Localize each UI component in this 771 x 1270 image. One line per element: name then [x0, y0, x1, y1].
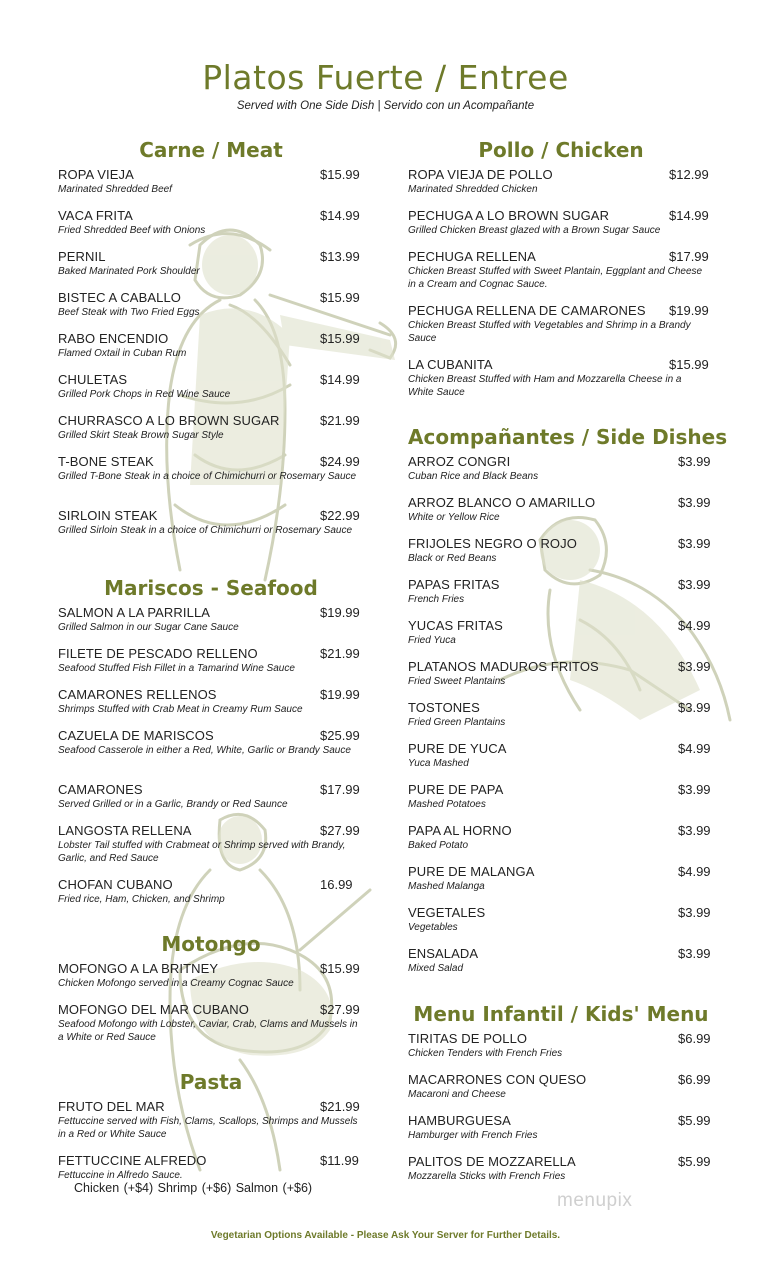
- section-kids: [408, 1002, 714, 1026]
- item-description: Mixed Salad: [408, 963, 464, 974]
- item-description: Fettuccine in Alfredo Sauce.: [58, 1170, 183, 1181]
- menu-item: [58, 646, 368, 675]
- item-name: SALMON A LA PARRILLA: [58, 605, 211, 620]
- item-description: Fried rice, Ham, Chicken, and Shrimp: [58, 894, 225, 905]
- item-description: Seafood Casserole in either a Red, White, Garlic or Brandy Sauce: [58, 745, 351, 756]
- menu-item: [58, 249, 368, 278]
- section-sides: [408, 425, 728, 449]
- menu-item: [408, 823, 726, 852]
- item-name: PAPAS FRITAS: [408, 577, 500, 592]
- menu-item: [58, 454, 368, 483]
- item-description: Grilled T-Bone Steak in a choice of Chimichurri or Rosemary Sauce: [58, 471, 357, 482]
- item-name: YUCAS FRITAS: [408, 618, 503, 633]
- item-price: $19.99: [320, 687, 360, 702]
- item-description: Yuca Mashed: [408, 758, 469, 769]
- item-description: Marinated Shredded Chicken: [408, 184, 538, 195]
- item-price: $3.99: [678, 659, 711, 674]
- section-mariscos: [58, 576, 364, 600]
- item-description: Beef Steak with Two Fried Eggs: [58, 307, 200, 318]
- item-description: Chicken Breast Stuffed with Vegetables and Shrimp in a Brandy Sauce: [408, 320, 691, 344]
- item-description: Baked Potato: [408, 840, 469, 851]
- menu-item: [408, 495, 726, 524]
- item-description: Chicken Breast Stuffed with Ham and Mozzarella Cheese in a White Sauce: [408, 374, 682, 398]
- page-title: Platos Fuerte / Entree: [202, 58, 569, 97]
- menu-item: [408, 536, 726, 565]
- item-description: Grilled Skirt Steak Brown Sugar Style: [58, 430, 224, 441]
- menu-item: [408, 782, 726, 811]
- item-name: PLATANOS MADUROS FRITOS: [408, 659, 599, 674]
- item-price: $25.99: [320, 728, 360, 743]
- item-description: Marinated Shredded Beef: [58, 184, 172, 195]
- item-name: CHULETAS: [58, 372, 128, 387]
- item-description: Macaroni and Cheese: [408, 1089, 506, 1100]
- section-heading: Motongo: [161, 932, 261, 956]
- item-name: MOFONGO A LA BRITNEY: [58, 961, 219, 976]
- menu-item: [408, 864, 726, 893]
- item-name: ARROZ BLANCO O AMARILLO: [408, 495, 596, 510]
- item-name: CAMARONES RELLENOS: [58, 687, 217, 702]
- item-price: $4.99: [678, 618, 711, 633]
- item-description: Served Grilled or in a Garlic, Brandy or Red Saunce: [58, 799, 288, 810]
- item-price: $21.99: [320, 1099, 360, 1114]
- menu-item: [408, 357, 717, 399]
- item-description: Hamburger with French Fries: [408, 1130, 538, 1141]
- item-name: PERNIL: [58, 249, 106, 264]
- menu-item: [58, 508, 368, 537]
- section-heading: Menu Infantil / Kids' Menu: [413, 1002, 709, 1026]
- item-price: $13.99: [320, 249, 360, 264]
- item-name: PECHUGA A LO BROWN SUGAR: [408, 208, 610, 223]
- menu-item: [408, 741, 726, 770]
- menu-item: [58, 290, 368, 319]
- item-price: $15.99: [320, 961, 360, 976]
- section-mofongo: [58, 932, 364, 956]
- item-name: LANGOSTA RELLENA: [58, 823, 192, 838]
- item-name: PECHUGA RELLENA DE CAMARONES: [408, 303, 646, 318]
- item-name: LA CUBANITA: [408, 357, 493, 372]
- menu-item: [408, 454, 726, 483]
- item-description: Grilled Pork Chops in Red Wine Sauce: [58, 389, 231, 400]
- item-price: $11.99: [320, 1153, 359, 1168]
- item-description: French Fries: [408, 594, 465, 605]
- item-price: $12.99: [669, 167, 709, 182]
- item-name: TIRITAS DE POLLO: [408, 1031, 528, 1046]
- pasta-addons: Chicken (+$4) Shrimp (+$6) Salmon (+$6): [74, 1181, 313, 1195]
- item-name: SIRLOIN STEAK: [58, 508, 158, 523]
- item-price: $4.99: [678, 741, 711, 756]
- menu-item: [58, 728, 368, 757]
- menu-item: [408, 659, 726, 688]
- item-price: $5.99: [678, 1154, 711, 1169]
- menu-item: [408, 1154, 726, 1183]
- item-description: Grilled Sirloin Steak in a choice of Chimichurri or Rosemary Sauce: [58, 525, 353, 536]
- item-price: $3.99: [678, 700, 711, 715]
- item-description: Mozzarella Sticks with French Fries: [408, 1171, 566, 1182]
- menu-item: [58, 413, 368, 442]
- menu-item: [408, 905, 726, 934]
- menu-item: [58, 208, 368, 237]
- item-name: FRIJOLES NEGRO O ROJO: [408, 536, 577, 551]
- item-price: $27.99: [320, 1002, 360, 1017]
- menu-item: [408, 1113, 726, 1142]
- item-name: PURE DE YUCA: [408, 741, 507, 756]
- menu-item: [408, 1072, 726, 1101]
- item-name: PURE DE MALANGA: [408, 864, 535, 879]
- item-name: VACA FRITA: [58, 208, 133, 223]
- item-price: $15.99: [320, 290, 360, 305]
- menu-item: [58, 605, 368, 634]
- item-name: RABO ENCENDIO: [58, 331, 169, 346]
- item-price: $15.99: [669, 357, 709, 372]
- menu-item: [58, 167, 368, 196]
- section-carne: [58, 138, 364, 162]
- item-price: $17.99: [669, 249, 709, 264]
- item-price: $3.99: [678, 823, 711, 838]
- item-description: Chicken Mofongo served in a Creamy Cognac Sauce: [58, 978, 294, 989]
- section-heading: Pasta: [179, 1070, 243, 1094]
- item-price: $22.99: [320, 508, 360, 523]
- item-price: $3.99: [678, 536, 711, 551]
- menu-item: [408, 1031, 726, 1060]
- menu-item: [408, 577, 726, 606]
- item-price: $3.99: [678, 454, 711, 469]
- item-price: $3.99: [678, 577, 711, 592]
- item-name: FETTUCCINE ALFREDO: [58, 1153, 207, 1168]
- item-name: CHOFAN CUBANO: [58, 877, 173, 892]
- item-description: Fried Green Plantains: [408, 717, 506, 728]
- item-price: $27.99: [320, 823, 360, 838]
- menu-item: [58, 1002, 368, 1044]
- item-name: HAMBURGUESA: [408, 1113, 511, 1128]
- watermark: menupix: [557, 1190, 633, 1211]
- item-description: Grilled Chicken Breast glazed with a Brown Sugar Sauce: [408, 225, 661, 236]
- item-description: Seafood Mofongo with Lobster, Caviar, Crab, Clams and Mussels in a White or Red Sauce: [58, 1019, 358, 1043]
- item-name: BISTEC A CABALLO: [58, 290, 181, 305]
- item-name: T-BONE STEAK: [58, 454, 154, 469]
- item-description: Seafood Stuffed Fish Fillet in a Tamarind Wine Sauce: [58, 663, 295, 674]
- item-price: $15.99: [320, 167, 360, 182]
- menu-item: [58, 331, 368, 360]
- item-description: Fettuccine served with Fish, Clams, Scallops, Shrimps and Mussels in a Red or White Sauce: [58, 1116, 358, 1140]
- item-price: $3.99: [678, 946, 711, 961]
- item-price: $15.99: [320, 331, 360, 346]
- item-price: $24.99: [320, 454, 360, 469]
- menu-item: [408, 208, 717, 237]
- menu-item: [58, 1153, 368, 1182]
- menu-item: [408, 303, 717, 345]
- item-name: VEGETALES: [408, 905, 486, 920]
- item-name: ROPA VIEJA: [58, 167, 134, 182]
- item-price: $14.99: [320, 372, 360, 387]
- item-name: CAMARONES: [58, 782, 143, 797]
- item-description: Grilled Salmon in our Sugar Cane Sauce: [58, 622, 239, 633]
- section-heading: Acompañantes / Side Dishes: [408, 425, 728, 449]
- item-description: Mashed Malanga: [408, 881, 485, 892]
- section-heading: Carne / Meat: [139, 138, 283, 162]
- item-price: $21.99: [320, 413, 360, 428]
- item-price: 16.99: [320, 877, 353, 892]
- item-name: MOFONGO DEL MAR CUBANO: [58, 1002, 249, 1017]
- item-description: Mashed Potatoes: [408, 799, 486, 810]
- item-description: Baked Marinated Pork Shoulder: [58, 266, 200, 277]
- menu-item: [408, 618, 726, 647]
- item-price: $6.99: [678, 1031, 711, 1046]
- item-price: $3.99: [678, 495, 711, 510]
- section-heading: Pollo / Chicken: [478, 138, 644, 162]
- item-description: Chicken Tenders with French Fries: [408, 1048, 563, 1059]
- footer-note: Vegetarian Options Available - Please Ask Your Server for Further Details.: [210, 1230, 561, 1241]
- item-name: CHURRASCO A LO BROWN SUGAR: [58, 413, 280, 428]
- item-description: Cuban Rice and Black Beans: [408, 471, 539, 482]
- menu-item: [58, 372, 368, 401]
- item-price: $19.99: [320, 605, 360, 620]
- item-name: FRUTO DEL MAR: [58, 1099, 165, 1114]
- menu-item: [58, 782, 368, 811]
- menu-item: [58, 961, 368, 990]
- menu-item: [408, 167, 717, 196]
- section-pasta: [58, 1070, 364, 1094]
- item-price: $19.99: [669, 303, 709, 318]
- item-name: CAZUELA DE MARISCOS: [58, 728, 214, 743]
- item-price: $4.99: [678, 864, 711, 879]
- item-price: $3.99: [678, 782, 711, 797]
- menu-item: [58, 687, 368, 716]
- item-name: TOSTONES: [408, 700, 480, 715]
- item-description: Lobster Tail stuffed with Crabmeat or Shrimp served with Brandy, Garlic, and Red Sauce: [58, 840, 346, 864]
- item-price: $14.99: [669, 208, 709, 223]
- item-description: Chicken Breast Stuffed with Sweet Plantain, Eggplant and Cheese in a Cream and Cognac Sauce.: [408, 266, 703, 290]
- section-heading: Mariscos - Seafood: [104, 576, 318, 600]
- item-description: White or Yellow Rice: [408, 512, 500, 523]
- item-name: ENSALADA: [408, 946, 479, 961]
- item-name: PECHUGA RELLENA: [408, 249, 536, 264]
- item-description: Fried Yuca: [408, 635, 456, 646]
- menu-item: [408, 700, 726, 729]
- item-price: $14.99: [320, 208, 360, 223]
- item-name: PAPA AL HORNO: [408, 823, 512, 838]
- menu-item: [58, 1099, 368, 1141]
- item-name: ARROZ CONGRI: [408, 454, 511, 469]
- item-description: Shrimps Stuffed with Crab Meat in Creamy Rum Sauce: [58, 704, 303, 715]
- item-name: ROPA VIEJA DE POLLO: [408, 167, 553, 182]
- item-name: MACARRONES CON QUESO: [408, 1072, 587, 1087]
- item-price: $21.99: [320, 646, 360, 661]
- item-description: Fried Sweet Plantains: [408, 676, 506, 687]
- menu-item: [58, 823, 368, 865]
- item-description: Fried Shredded Beef with Onions: [58, 225, 206, 236]
- section-pollo: [408, 138, 714, 162]
- item-name: FILETE DE PESCADO RELLENO: [58, 646, 258, 661]
- page-subtitle: Served with One Side Dish | Servido con un Acompañante: [236, 100, 535, 112]
- menu-item: [408, 249, 717, 291]
- menu-item: [408, 946, 726, 975]
- item-name: PURE DE PAPA: [408, 782, 504, 797]
- item-price: $5.99: [678, 1113, 711, 1128]
- item-description: Black or Red Beans: [408, 553, 497, 564]
- menu-item: [58, 877, 368, 906]
- item-description: Vegetables: [408, 922, 458, 933]
- item-description: Flamed Oxtail in Cuban Rum: [58, 348, 187, 359]
- item-price: $17.99: [320, 782, 360, 797]
- item-name: PALITOS DE MOZZARELLA: [408, 1154, 576, 1169]
- item-price: $6.99: [678, 1072, 711, 1087]
- item-price: $3.99: [678, 905, 711, 920]
